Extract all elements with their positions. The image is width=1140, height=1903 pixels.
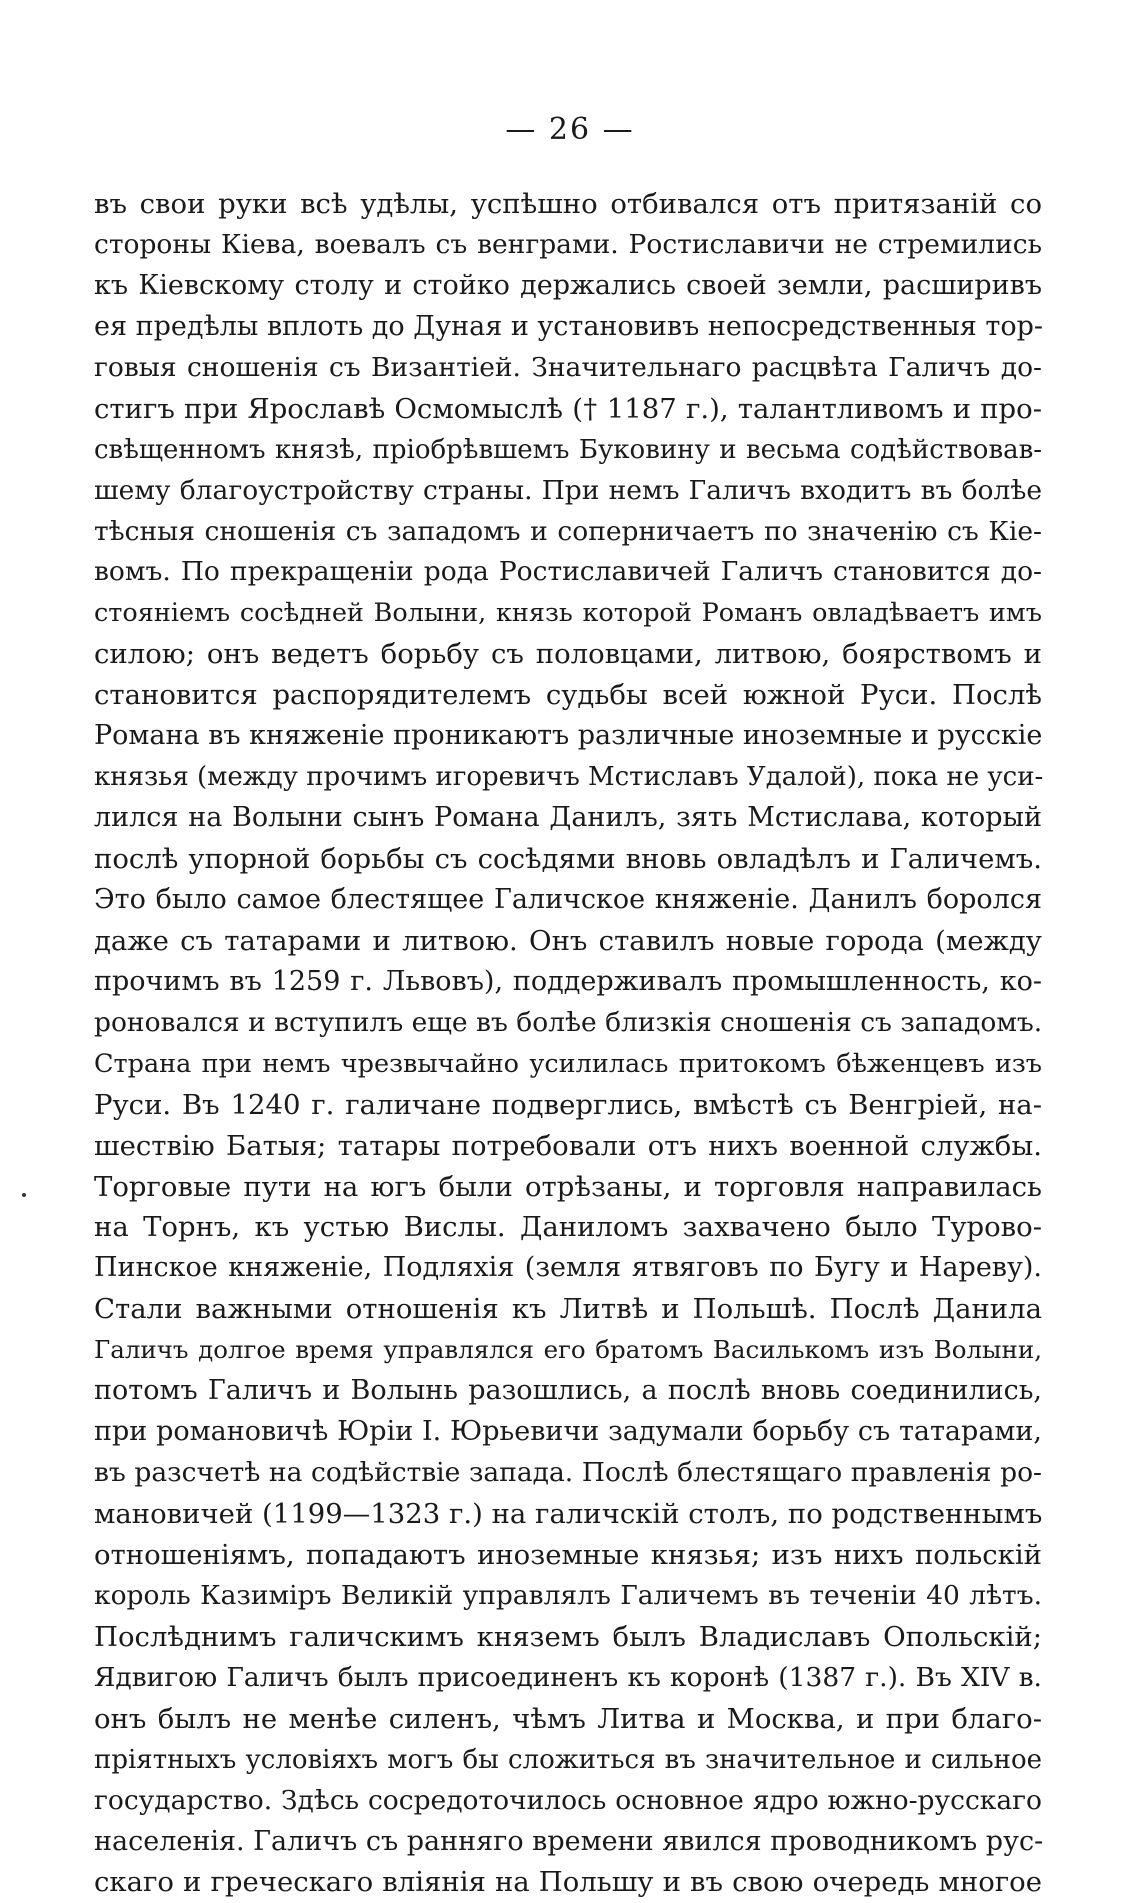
text-line: Пинское княженіе, Подляхія (земля ятвяговъ по Бугу и Нареву). bbox=[94, 1252, 1042, 1284]
text-line: на Торнъ, къ устью Вислы. Даниломъ захвачено было Турово- bbox=[94, 1211, 1042, 1244]
text-line: стороны Кіева, воевалъ съ венграми. Ростиславичи не стремились bbox=[94, 228, 1042, 260]
text-line: онъ былъ не менѣе силенъ, чѣмъ Литва и Москва, и при благо- bbox=[94, 1702, 1042, 1735]
text-line: силою; онъ ведетъ борьбу съ половцами, литвою, боярствомъ и bbox=[94, 638, 1042, 671]
margin-mark bbox=[22, 1193, 26, 1197]
text-line: Это было самое блестящее Галичское княженіе. Данилъ боролся bbox=[94, 883, 1042, 915]
text-line: Страна при немъ чрезвычайно усилилась притокомъ бѣженцевъ изъ bbox=[94, 1048, 1042, 1079]
text-line: князья (между прочимъ игоревичъ Мстиславъ Удалой), пока не уси- bbox=[94, 762, 1044, 793]
text-line: шему благоустройству страны. При немъ Галичъ входитъ въ болѣе bbox=[94, 474, 1042, 506]
text-line: вомъ. По прекращеніи рода Ростиславичей Галичъ становится до- bbox=[94, 556, 1042, 588]
text-line: говыя сношенія съ Византіей. Значительнаго расцвѣта Галичъ до- bbox=[94, 351, 1042, 383]
text-line: ея предѣлы вплоть до Дуная и установивъ непосредственныя тор- bbox=[94, 310, 1044, 342]
text-line: населенія. Галичъ съ ранняго времени явился проводникомъ рус- bbox=[94, 1825, 1044, 1857]
text-line: стояніемъ сосѣдней Волыни, князь которой Романъ овладѣваетъ имъ bbox=[94, 598, 1042, 629]
text-line: стигъ при Ярославѣ Осмомыслѣ († 1187 г.), талантливомъ и про- bbox=[94, 392, 1042, 425]
text-line: послѣ упорной борьбы съ сосѣдями вновь овладѣлъ и Галичемъ. bbox=[94, 843, 1042, 875]
text-line: въ свои руки всѣ удѣлы, успѣшно отбивался отъ притязаній со bbox=[94, 188, 1042, 220]
text-line: лился на Волыни сынъ Романа Данилъ, зять Мстислава, который bbox=[94, 802, 1042, 834]
text-line: роновался и вступилъ еще въ болѣе близкія сношенія съ западомъ. bbox=[94, 1006, 1043, 1038]
text-line: въ разсчетѣ на содѣйствіе запада. Послѣ блестящаго правленія ро- bbox=[94, 1457, 1042, 1489]
text-line: при романовичѣ Юріи I. Юрьевичи задумали борьбу съ татарами, bbox=[94, 1416, 1042, 1448]
text-line: къ Кіевскому столу и стойко держались своей земли, расширивъ bbox=[94, 269, 1042, 301]
text-line: отношеніямъ, попадаютъ иноземные князья; изъ нихъ польскій bbox=[94, 1538, 1042, 1571]
text-line: мановичей (1199—1323 г.) на галичскій столъ, по родственнымъ bbox=[94, 1498, 1043, 1530]
body-text bbox=[94, 184, 1042, 1903]
text-line: даже съ татарами и литвою. Онъ ставилъ новые города (между bbox=[94, 924, 1042, 957]
text-line: Галичъ долгое время управлялся его братомъ Василькомъ изъ Волыни, bbox=[94, 1335, 1042, 1365]
text-line: государство. Здѣсь сосредоточилось основное ядро южно-русскаго bbox=[94, 1784, 1042, 1816]
text-line: свѣщенномъ князѣ, пріобрѣвшемъ Буковину и весьма содѣйствовав- bbox=[94, 434, 1042, 465]
text-line: тѣсныя сношенія съ западомъ и соперничаетъ по значенію съ Кіе- bbox=[94, 515, 1042, 547]
text-line: Послѣднимъ галичскимъ княземъ былъ Владиславъ Опольскій; bbox=[94, 1620, 1042, 1653]
text-line: скаго и греческаго вліянія на Польшу и въ свою очередь многое bbox=[94, 1866, 1042, 1899]
page-number: — 26 — bbox=[505, 112, 635, 147]
text-line: Романа въ княженіе проникаютъ различные иноземные и русскіе bbox=[94, 720, 1043, 752]
text-line: Ядвигою Галичъ былъ присоединенъ къ коронѣ (1387 г.). Въ XIV в. bbox=[94, 1661, 1042, 1693]
text-line: король Казиміръ Великій управлялъ Галичемъ въ теченіи 40 лѣтъ. bbox=[94, 1579, 1042, 1611]
text-line: пріятныхъ условіяхъ могъ бы сложиться въ значительное и сильное bbox=[94, 1744, 1042, 1775]
text-line: прочимъ въ 1259 г. Львовъ), поддерживалъ промышленность, ко- bbox=[94, 965, 1042, 997]
text-line: Торговые пути на югъ были отрѣзаны, и торговля направилась bbox=[94, 1170, 1042, 1203]
text-line: Стали важными отношенія къ Литвѣ и Польшѣ. Послѣ Данила bbox=[94, 1293, 1042, 1326]
text-line: шествію Батыя; татары потребовали отъ нихъ военной службы. bbox=[94, 1129, 1042, 1162]
text-line: потомъ Галичъ и Волынь разошлись, а послѣ вновь соединились, bbox=[94, 1375, 1042, 1407]
text-line: Руси. Въ 1240 г. галичане подверглись, вмѣстѣ съ Венгріей, на- bbox=[94, 1088, 1042, 1121]
text-line: становится распорядителемъ судьбы всей южной Руси. Послѣ bbox=[94, 679, 1042, 712]
